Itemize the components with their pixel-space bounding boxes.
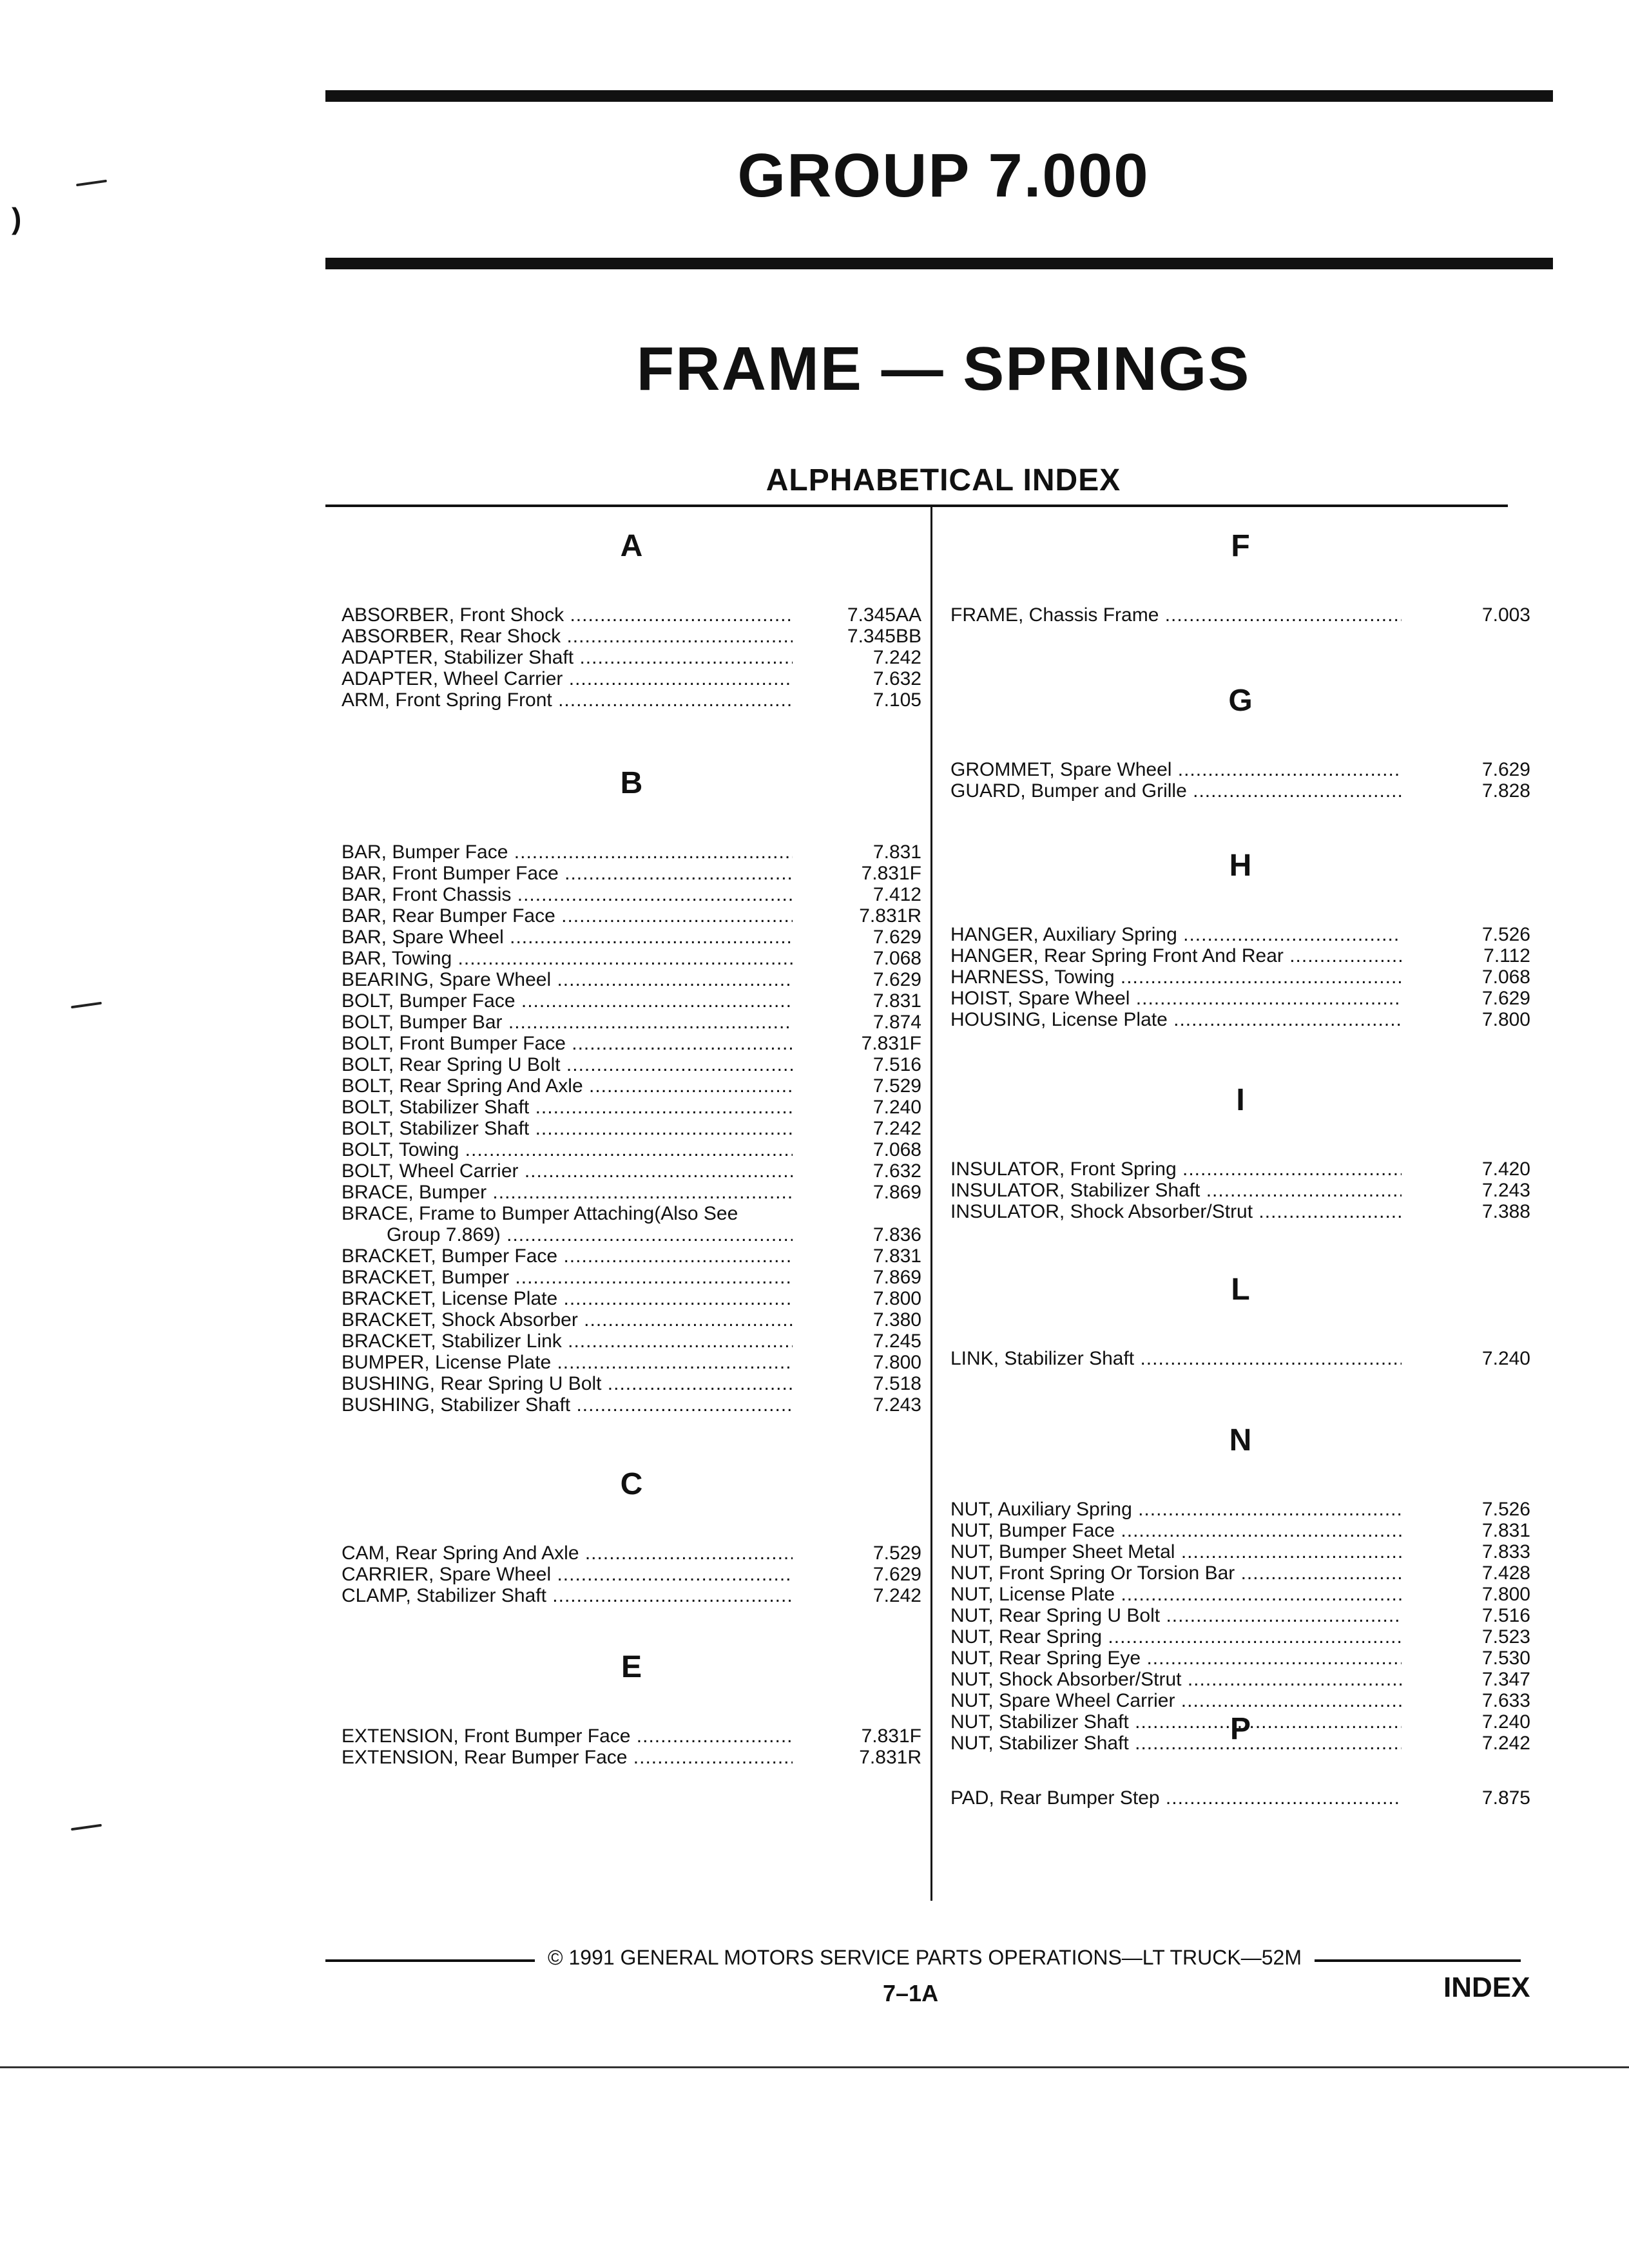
index-entry [950, 1348, 1530, 1369]
index-entry-name: ARM, Front Spring Front ..... [342, 689, 793, 711]
index-entry [950, 1541, 1530, 1562]
index-entry [342, 1054, 921, 1075]
index-entry [342, 863, 921, 884]
index-entry-number: 7.831 [1481, 1520, 1530, 1541]
index-entry [342, 689, 921, 711]
index-entry-number: 7.800 [872, 1288, 921, 1309]
index-entry-name: BUSHING, Rear Spring U Bolt ..... [342, 1373, 793, 1394]
index-entry-number: 7.388 [1481, 1201, 1530, 1222]
index-entry [950, 780, 1530, 802]
index-entry-number: 7.068 [872, 948, 921, 969]
index-entry-number: 7.242 [872, 1118, 921, 1139]
index-entry [950, 1626, 1530, 1648]
index-entry [342, 1373, 921, 1394]
index-entry-name: HANGER, Auxiliary Spring ..... [950, 924, 1402, 945]
index-entry-name: BRACE, Bumper ..... [342, 1182, 793, 1203]
index-entry-name: BAR, Bumper Face ..... [342, 841, 793, 863]
index-entry-name: ADAPTER, Stabilizer Shaft ..... [342, 647, 793, 668]
index-entry-list [342, 841, 921, 1416]
index-entry-name: INSULATOR, Shock Absorber/Strut ..... [950, 1201, 1402, 1222]
index-entry-name: GUARD, Bumper and Grille ..... [950, 780, 1402, 802]
index-entry-number: 7.530 [1481, 1648, 1530, 1669]
index-entry-number: 7.800 [1481, 1584, 1530, 1605]
index-entry [342, 1267, 921, 1288]
index-entry-number: 7.420 [1481, 1158, 1530, 1180]
index-entry-number: 7.629 [872, 1564, 921, 1585]
section-title: FRAME — SPRINGS [636, 334, 1251, 403]
index-entry [342, 1075, 921, 1097]
index-entry [342, 990, 921, 1012]
index-entry [342, 626, 921, 647]
index-entry [950, 1520, 1530, 1541]
index-entry-number: 7.529 [872, 1542, 921, 1564]
index-entry-number: 7.347 [1481, 1669, 1530, 1690]
index-entry [342, 1139, 921, 1160]
group-title: GROUP 7.000 [737, 141, 1150, 210]
index-entry-name: BOLT, Bumper Bar ..... [342, 1012, 793, 1033]
index-entry-name: NUT, Bumper Sheet Metal ..... [950, 1541, 1402, 1562]
section-letter: F [1231, 529, 1250, 563]
index-entry-name: NUT, Stabilizer Shaft ..... [950, 1711, 1402, 1733]
index-entry-number: 7.529 [872, 1075, 921, 1097]
index-entry [950, 1158, 1530, 1180]
index-entry-number: 7.112 [1483, 945, 1530, 966]
group-title-underline [325, 258, 1553, 269]
index-entry-name: BOLT, Bumper Face ..... [342, 990, 793, 1012]
index-entry [342, 927, 921, 948]
index-entry [342, 1309, 921, 1331]
index-entry [342, 604, 921, 626]
index-entry-number: 7.629 [1481, 759, 1530, 780]
index-entry-name: BRACKET, Shock Absorber ..... [342, 1309, 793, 1331]
page-bottom-line [0, 2066, 1629, 2068]
index-entry-number: 7.068 [1481, 966, 1530, 988]
index-entry-number: 7.245 [872, 1331, 921, 1352]
section-letter: L [1231, 1273, 1250, 1307]
index-entry-number: 7.412 [872, 884, 921, 905]
index-entry-number: 7.831R [859, 1747, 921, 1768]
index-entry-name: HOUSING, License Plate ..... [950, 1009, 1402, 1030]
index-entry [950, 1180, 1530, 1201]
index-entry-name: BEARING, Spare Wheel ..... [342, 969, 793, 990]
index-entry-number: 7.632 [872, 668, 921, 689]
index-entry [342, 1352, 921, 1373]
margin-mark: ) [12, 202, 22, 235]
margin-mark [71, 1824, 102, 1831]
index-entry-name: BRACKET, Bumper ..... [342, 1267, 793, 1288]
index-tag: INDEX [1443, 1972, 1530, 2003]
index-entry-list [950, 1348, 1530, 1369]
index-entry-name: CAM, Rear Spring And Axle ..... [342, 1542, 793, 1564]
index-entry-number: 7.243 [1481, 1180, 1530, 1201]
index-entry-name: NUT, Rear Spring Eye ..... [950, 1648, 1402, 1669]
index-entry [950, 759, 1530, 780]
index-entry-list [950, 924, 1530, 1030]
index-entry [950, 1669, 1530, 1690]
index-entry-name: BAR, Spare Wheel ..... [342, 927, 793, 948]
index-entry [342, 1118, 921, 1139]
index-entry [950, 1648, 1530, 1669]
index-entry-number: 7.629 [872, 927, 921, 948]
index-entry-name: BAR, Front Bumper Face ..... [342, 863, 793, 884]
index-entry [342, 884, 921, 905]
index-entry [950, 1499, 1530, 1520]
index-entry-number: 7.428 [1481, 1562, 1530, 1584]
index-entry-list [950, 1158, 1530, 1222]
index-entry [342, 1097, 921, 1118]
index-entry [950, 945, 1530, 966]
index-entry-list [342, 1542, 921, 1606]
index-entry [342, 1160, 921, 1182]
index-entry [950, 1690, 1530, 1711]
index-entry-number: 7.240 [1481, 1348, 1530, 1369]
index-entry [342, 1224, 921, 1245]
index-entry-name: BOLT, Wheel Carrier ..... [342, 1160, 793, 1182]
index-entry [342, 1033, 921, 1054]
index-entry-number: 7.526 [1481, 924, 1530, 945]
index-entry-name: BUSHING, Stabilizer Shaft ..... [342, 1394, 793, 1416]
index-entry-number: 7.242 [872, 647, 921, 668]
index-entry [342, 948, 921, 969]
index-entry-number: 7.833 [1481, 1541, 1530, 1562]
index-entry-name: NUT, License Plate ..... [950, 1584, 1402, 1605]
index-entry [342, 1288, 921, 1309]
index-entry-number: 7.105 [872, 689, 921, 711]
index-entry [342, 1245, 921, 1267]
index-entry [950, 966, 1530, 988]
index-entry-number: 7.516 [872, 1054, 921, 1075]
index-entry-number: 7.831 [872, 990, 921, 1012]
index-entry [950, 1584, 1530, 1605]
index-entry-name: BRACKET, Stabilizer Link ..... [342, 1331, 793, 1352]
index-entry-name: BRACE, Frame to Bumper Attaching(Also See [342, 1203, 738, 1224]
section-letter: I [1236, 1083, 1245, 1117]
index-entry-name: EXTENSION, Rear Bumper Face ..... [342, 1747, 793, 1768]
index-entry [342, 1542, 921, 1564]
index-entry-number: 7.831F [861, 1725, 921, 1747]
index-entry-number: 7.345BB [847, 626, 921, 647]
margin-mark [76, 180, 107, 187]
index-entry-number: 7.240 [1481, 1711, 1530, 1733]
index-entry-name: CLAMP, Stabilizer Shaft ..... [342, 1585, 793, 1606]
index-entry-name: NUT, Rear Spring U Bolt ..... [950, 1605, 1402, 1626]
index-entry-number: 7.875 [1481, 1787, 1530, 1809]
index-entry [950, 1562, 1530, 1584]
index-entry-number: 7.629 [872, 969, 921, 990]
index-entry-name: NUT, Spare Wheel Carrier ..... [950, 1690, 1402, 1711]
index-entry [342, 1747, 921, 1768]
margin-mark [71, 1002, 102, 1009]
index-entry-name: HOIST, Spare Wheel ..... [950, 988, 1402, 1009]
section-letter: B [620, 766, 643, 800]
index-entry [342, 1182, 921, 1203]
index-entry [342, 905, 921, 927]
index-entry-number: 7.874 [872, 1012, 921, 1033]
index-entry-name: HANGER, Rear Spring Front And Rear ..... [950, 945, 1402, 966]
index-entry [950, 604, 1530, 626]
index-entry [950, 924, 1530, 945]
index-entry-name: PAD, Rear Bumper Step ..... [950, 1787, 1402, 1809]
index-entry-number: 7.003 [1481, 604, 1530, 626]
index-entry-name: BOLT, Rear Spring And Axle ..... [342, 1075, 793, 1097]
top-rule [325, 90, 1553, 102]
index-entry-name: ADAPTER, Wheel Carrier ..... [342, 668, 793, 689]
index-entry [342, 647, 921, 668]
index-entry-name: FRAME, Chassis Frame ..... [950, 604, 1402, 626]
index-entry-list [950, 604, 1530, 626]
section-letter: P [1229, 1712, 1251, 1746]
index-entry-name: BOLT, Stabilizer Shaft ..... [342, 1097, 793, 1118]
index-entry-name: NUT, Front Spring Or Torsion Bar ..... [950, 1562, 1402, 1584]
index-entry-name: Group 7.869) ..... [342, 1224, 793, 1245]
index-entry-number: 7.345AA [847, 604, 921, 626]
index-entry-name: BOLT, Front Bumper Face ..... [342, 1033, 793, 1054]
section-letter: C [620, 1467, 643, 1501]
index-title: ALPHABETICAL INDEX [766, 463, 1121, 497]
index-entry-number: 7.523 [1481, 1626, 1530, 1648]
index-entry-number: 7.518 [872, 1373, 921, 1394]
footer-rule [325, 1959, 535, 1962]
index-entry [342, 1394, 921, 1416]
index-entry-name: BRACKET, License Plate ..... [342, 1288, 793, 1309]
index-entry-list [342, 1725, 921, 1768]
footer-rule [1315, 1959, 1521, 1962]
index-entry-number: 7.831 [872, 1245, 921, 1267]
index-entry-number: 7.800 [1481, 1009, 1530, 1030]
index-entry-name: BAR, Front Chassis ..... [342, 884, 793, 905]
index-entry-name: BUMPER, License Plate ..... [342, 1352, 793, 1373]
index-entry-name: CARRIER, Spare Wheel ..... [342, 1564, 793, 1585]
index-entry [950, 1787, 1530, 1809]
page-number: 7–1A [883, 1980, 939, 2006]
index-entry-number: 7.831R [859, 905, 921, 927]
index-entry-name: BRACKET, Bumper Face ..... [342, 1245, 793, 1267]
index-entry-name: EXTENSION, Front Bumper Face ..... [342, 1725, 793, 1747]
index-entry [342, 969, 921, 990]
index-entry [342, 668, 921, 689]
index-entry-name: HARNESS, Towing ..... [950, 966, 1402, 988]
index-entry-name: BOLT, Stabilizer Shaft ..... [342, 1118, 793, 1139]
index-entry [342, 1585, 921, 1606]
index-entry [342, 1564, 921, 1585]
index-entry-number: 7.240 [872, 1097, 921, 1118]
index-entry-number: 7.800 [872, 1352, 921, 1373]
index-entry-name: INSULATOR, Front Spring ..... [950, 1158, 1402, 1180]
index-entry-number: 7.243 [872, 1394, 921, 1416]
index-entry-name: BOLT, Towing ..... [342, 1139, 793, 1160]
index-entry-name: NUT, Bumper Face ..... [950, 1520, 1402, 1541]
section-letter: N [1229, 1423, 1252, 1457]
column-divider [930, 507, 932, 1901]
index-entry [950, 1201, 1530, 1222]
index-entry [950, 1605, 1530, 1626]
index-entry-name: INSULATOR, Stabilizer Shaft ..... [950, 1180, 1402, 1201]
index-entry-number: 7.869 [872, 1267, 921, 1288]
index-entry-name: ABSORBER, Rear Shock ..... [342, 626, 793, 647]
section-letter: A [620, 529, 643, 563]
index-entry-number: 7.516 [1481, 1605, 1530, 1626]
index-title-rule [325, 505, 1508, 507]
index-entry [950, 988, 1530, 1009]
index-entry [342, 1725, 921, 1747]
index-entry-list [342, 604, 921, 711]
index-entry-name: GROMMET, Spare Wheel ..... [950, 759, 1402, 780]
index-entry-name: BAR, Towing ..... [342, 948, 793, 969]
index-entry-name: ABSORBER, Front Shock ..... [342, 604, 793, 626]
index-entry-number: 7.836 [872, 1224, 921, 1245]
index-entry-number: 7.633 [1481, 1690, 1530, 1711]
index-entry-number: 7.068 [872, 1139, 921, 1160]
index-entry-name: NUT, Stabilizer Shaft ..... [950, 1733, 1402, 1754]
index-entry-number: 7.242 [1481, 1733, 1530, 1754]
index-entry-name: BAR, Rear Bumper Face ..... [342, 905, 793, 927]
index-entry [342, 1203, 921, 1224]
index-entry-number: 7.828 [1481, 780, 1530, 802]
index-entry-name: NUT, Rear Spring ..... [950, 1626, 1402, 1648]
footer-copyright: © 1991 GENERAL MOTORS SERVICE PARTS OPERATIONS—LT TRUCK—52M [548, 1946, 1302, 1969]
index-entry-number: 7.242 [872, 1585, 921, 1606]
index-entry-name: NUT, Auxiliary Spring ..... [950, 1499, 1402, 1520]
index-entry-name: NUT, Shock Absorber/Strut ..... [950, 1669, 1402, 1690]
index-entry-number: 7.831 [872, 841, 921, 863]
index-entry-number: 7.831F [861, 863, 921, 884]
index-entry [950, 1009, 1530, 1030]
index-entry-name: LINK, Stabilizer Shaft ..... [950, 1348, 1402, 1369]
index-entry-number: 7.380 [872, 1309, 921, 1331]
index-entry-number: 7.831F [861, 1033, 921, 1054]
index-entry [342, 841, 921, 863]
section-letter: H [1229, 849, 1252, 883]
index-entry [342, 1331, 921, 1352]
index-entry-number: 7.869 [872, 1182, 921, 1203]
index-entry-number: 7.629 [1481, 988, 1530, 1009]
index-entry-list [950, 1787, 1530, 1809]
index-entry-name: BOLT, Rear Spring U Bolt ..... [342, 1054, 793, 1075]
section-letter: G [1228, 684, 1253, 718]
index-entry-number: 7.632 [872, 1160, 921, 1182]
section-letter: E [621, 1650, 642, 1684]
index-entry-number: 7.526 [1481, 1499, 1530, 1520]
index-entry [342, 1012, 921, 1033]
index-entry-list [950, 759, 1530, 802]
